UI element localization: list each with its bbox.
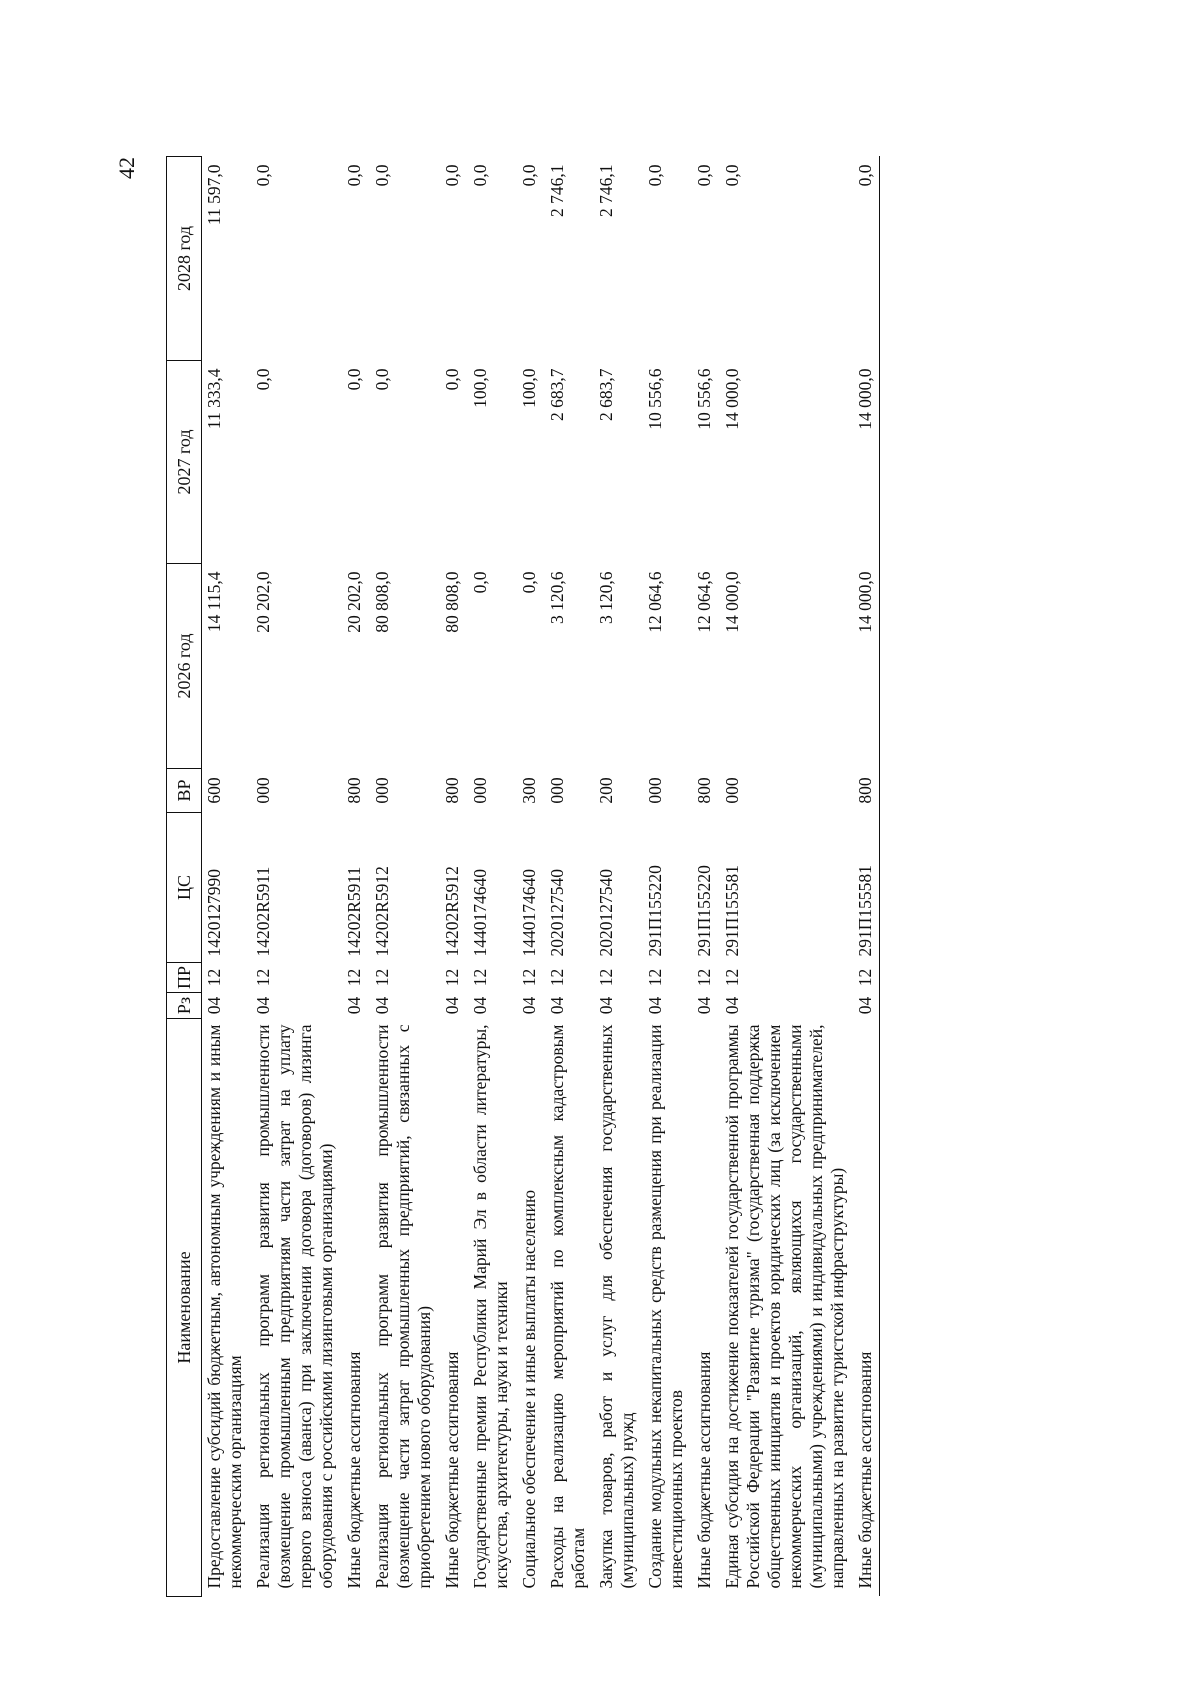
row-2028: 2 746,1 [596,164,616,217]
row-vr: 800 [442,777,462,804]
page-number: 42 [114,157,139,179]
header-vr: ВР [167,769,202,813]
row-2026: 20 202,0 [253,571,273,633]
row-vr: 000 [470,777,490,804]
row-rz: 04 [722,996,742,1015]
row-2026: 3 120,6 [547,571,567,624]
row-vr: 600 [204,777,224,804]
row-2026: 0,0 [519,571,539,594]
row-cs: 14202R5912 [372,866,392,957]
row-vr: 000 [253,777,273,804]
row-2027: 100,0 [519,368,539,408]
row-name: Иные бюджетные ассигнования [851,1019,880,1597]
row-vr: 800 [851,769,880,813]
row-vr: 000 [547,777,567,804]
row-2028: 0,0 [851,157,880,361]
row-2027: 2 683,7 [547,368,567,421]
row-2028: 0,0 [645,164,665,187]
row-vr: 800 [344,777,364,804]
row-name: Реализация региональных программ развития промышленности (возмещение части затрат промышленных предприятий, связанных с приобретением нового оборудования) [372,1024,434,1589]
row-2027: 10 556,6 [645,368,665,430]
row-name: Закупка товаров, работ и услуг для обеспечения государственных (муниципальных) нужд [596,1024,637,1589]
row-cs: 14202R5911 [253,866,273,957]
table-row [543,157,592,1597]
row-2026: 3 120,6 [596,571,616,624]
row-rz: 04 [851,993,880,1019]
row-pr: 12 [253,968,273,987]
row-cs: 1420127990 [204,869,224,957]
row-pr: 12 [645,968,665,987]
row-vr: 000 [645,777,665,804]
row-name: Реализация региональных программ развития промышленности (возмещение промышленным предприятиям части затрат на уплату первого взноса (аванса) при заключении договора (договоров) лизинга оборудования с российскими лизинговыми организациями) [253,1024,336,1589]
row-vr: 800 [694,777,714,804]
row-2027: 100,0 [470,368,490,408]
table-row [340,157,368,1597]
row-vr: 000 [372,777,392,804]
table-row [249,157,340,1597]
row-name: Расходы на реализацию мероприятий по комплексным кадастровым работам [547,1024,588,1589]
row-rz: 04 [204,996,224,1015]
row-rz: 04 [519,996,539,1015]
row-2026: 0,0 [470,571,490,594]
row-pr: 12 [442,968,462,987]
row-2028: 0,0 [253,164,273,187]
row-name: Создание модульных некапитальных средств размещения при реализации инвестиционных проектов [645,1024,686,1589]
row-rz: 04 [470,996,490,1015]
row-2027: 0,0 [442,368,462,391]
row-2027: 14 000,0 [722,368,742,430]
header-2028: 2028 год [167,157,202,361]
row-cs: 1440174640 [470,869,490,957]
row-vr: 200 [596,777,616,804]
row-2026: 14 115,4 [204,571,224,633]
header-rz: Рз [167,993,202,1019]
row-cs: 291П155581 [722,865,742,957]
row-2026: 80 808,0 [372,571,392,633]
table-row [368,157,438,1597]
row-cs: 14202R5912 [442,866,462,957]
row-pr: 12 [470,968,490,987]
row-rz: 04 [442,996,462,1015]
row-rz: 04 [645,996,665,1015]
row-2026: 80 808,0 [442,571,462,633]
row-2028: 0,0 [722,164,742,187]
header-name: Наименование [167,1019,202,1597]
row-2028: 0,0 [372,164,392,187]
row-2028: 0,0 [519,164,539,187]
row-cs: 291П155220 [694,865,714,957]
row-cs: 1440174640 [519,869,539,957]
row-rz: 04 [344,996,364,1015]
row-2026: 14 000,0 [722,571,742,633]
table-body [202,157,880,1597]
row-name: Единая субсидия на достижение показателей государственной программы Российской Федерации "Развитие туризма" (государственная поддержка общественных инициатив и проектов юридических лиц (за исключением некоммерческих организаций, являющихся государственными (муниципальными) учреждениями) и индивидуальных предпринимателей, направленных на развитие туристской инфраструктуры) [722,1024,847,1589]
row-pr: 12 [519,968,539,987]
row-2028: 0,0 [470,164,490,187]
row-pr: 12 [372,968,392,987]
row-rz: 04 [547,996,567,1015]
row-2028: 11 597,0 [204,164,224,226]
row-name: Иные бюджетные ассигнования [344,1351,364,1589]
table-row [592,157,641,1597]
row-pr: 12 [851,963,880,993]
row-2028: 0,0 [442,164,462,187]
row-2027: 0,0 [253,368,273,391]
table-row [690,157,718,1597]
row-pr: 12 [596,968,616,987]
table-row [851,157,880,1597]
row-name: Иные бюджетные ассигнования [442,1351,462,1589]
row-2026: 14 000,0 [851,564,880,769]
row-2027: 10 556,6 [694,368,714,430]
row-name: Предоставление субсидий бюджетным, автономным учреждениям и иным некоммерческим организациям [204,1024,245,1589]
table-row [718,157,851,1597]
row-pr: 12 [547,968,567,987]
table-row [641,157,690,1597]
row-2028: 0,0 [344,164,364,187]
row-2027: 2 683,7 [596,368,616,421]
row-2026: 12 064,6 [645,571,665,633]
row-vr: 000 [722,777,742,804]
header-2027: 2027 год [167,361,202,564]
table-row [438,157,466,1597]
row-2028: 0,0 [694,164,714,187]
header-row [167,157,202,1597]
row-2026: 20 202,0 [344,571,364,633]
table-row [466,157,515,1597]
row-2027: 0,0 [372,368,392,391]
row-cs: 2020127540 [547,869,567,957]
row-2026: 12 064,6 [694,571,714,633]
rotated-page [114,157,880,1597]
row-rz: 04 [372,996,392,1015]
budget-table [166,156,880,1597]
row-pr: 12 [344,968,364,987]
row-name: Иные бюджетные ассигнования [694,1351,714,1589]
row-rz: 04 [694,996,714,1015]
row-rz: 04 [596,996,616,1015]
row-pr: 12 [694,968,714,987]
row-2027: 0,0 [344,368,364,391]
header-2026: 2026 год [167,564,202,769]
row-name: Государственные премии Республики Марий Эл в области литературы, искусства, архитектуры, науки и техники [470,1024,511,1589]
table-row [202,157,250,1597]
table-row [515,157,543,1597]
row-pr: 12 [722,968,742,987]
row-name: Социальное обеспечение и иные выплаты населению [519,1189,539,1589]
row-2028: 2 746,1 [547,164,567,217]
row-rz: 04 [253,996,273,1015]
row-cs: 291П155220 [645,865,665,957]
row-2027: 14 000,0 [851,361,880,564]
header-pr: ПР [167,963,202,993]
row-cs: 14202R5911 [344,866,364,957]
header-cs: ЦС [167,813,202,963]
row-pr: 12 [204,968,224,987]
row-vr: 300 [519,777,539,804]
row-cs: 2020127540 [596,869,616,957]
row-2027: 11 333,4 [204,368,224,430]
row-cs: 291П155581 [851,813,880,963]
